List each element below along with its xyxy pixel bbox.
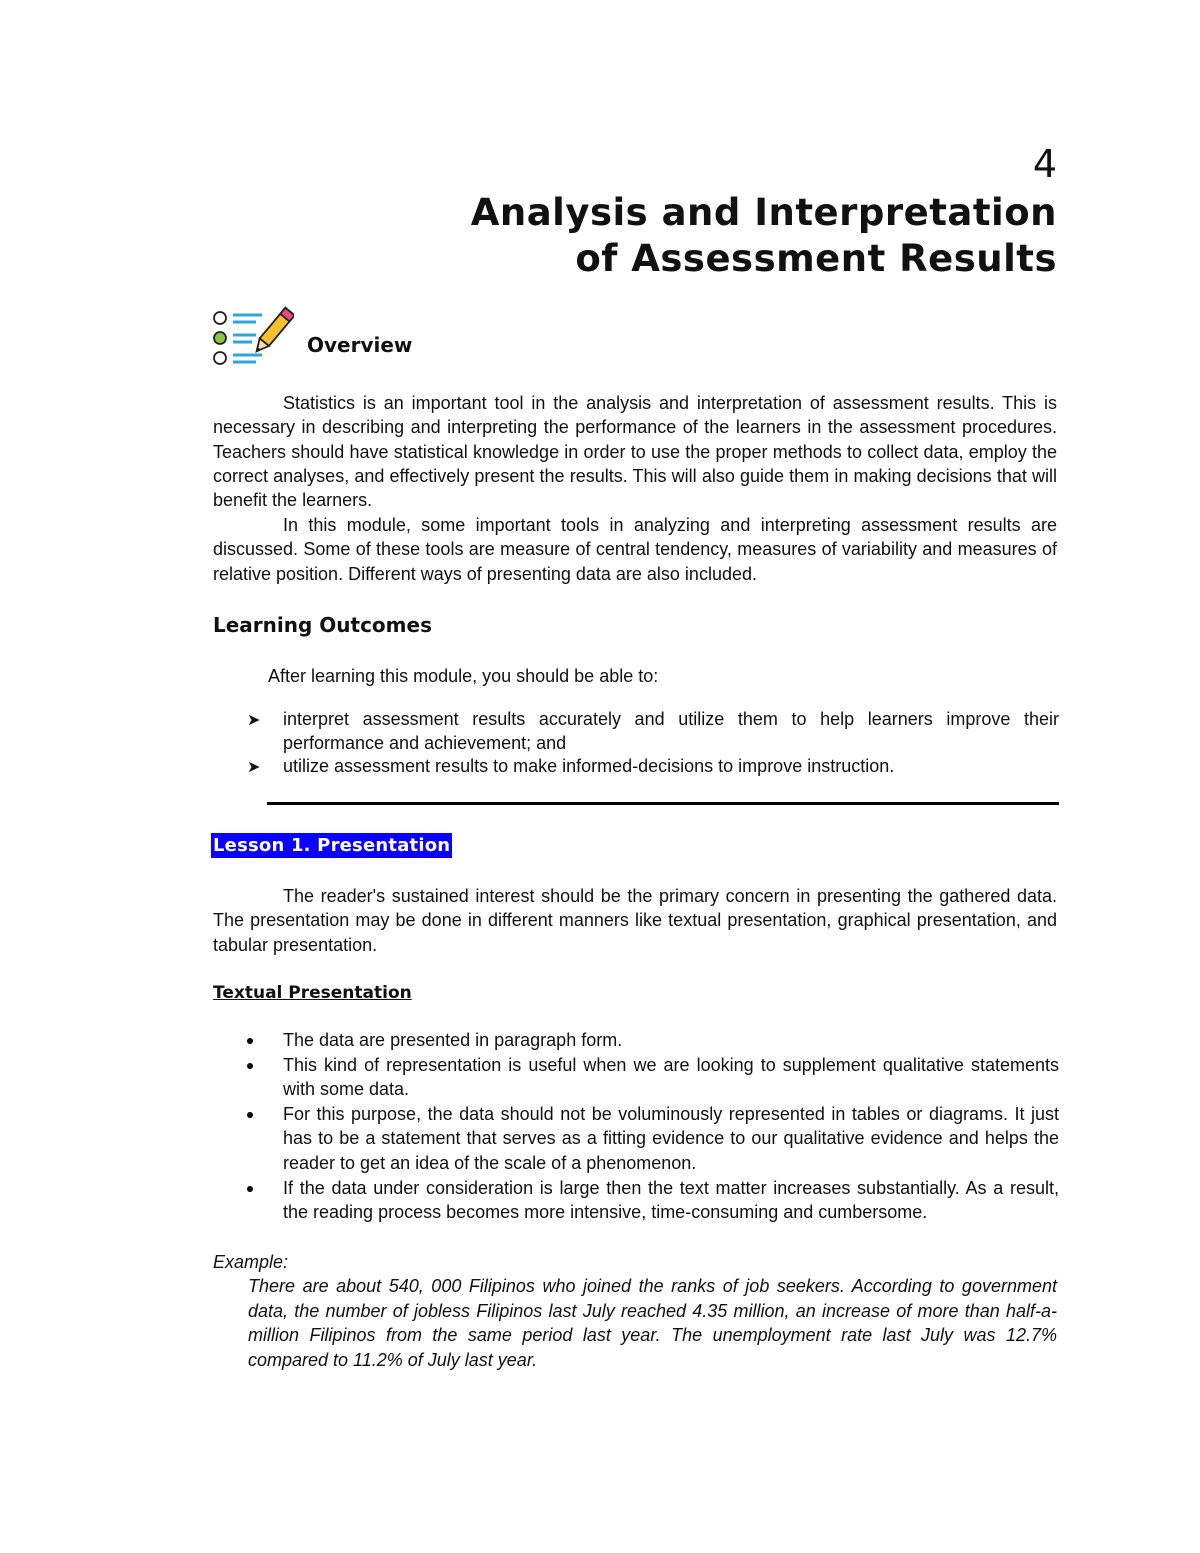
- arrowhead-bullet-icon: ➤: [247, 710, 261, 729]
- outcome-item-text: interpret assessment results accurately and utilize them to help learners improve their performance and achievement; and: [283, 709, 1059, 753]
- bullet-dot-icon: [247, 1038, 253, 1044]
- section-divider: [267, 802, 1059, 805]
- lesson-paragraph: [213, 884, 1057, 957]
- list-item: [247, 1102, 1059, 1176]
- overview-paragraph-2-text: In this module, some important tools in analyzing and interpreting assessment results are discussed. Some of these tools are measure of central tendency, measures of variability and measures of relative position. Different ways of presenting data are also included.: [213, 515, 1057, 584]
- arrowhead-bullet-icon: ➤: [247, 757, 261, 776]
- overview-heading: Overview: [307, 333, 413, 357]
- list-item: [247, 1176, 1059, 1225]
- overview-paragraph-2: [213, 513, 1057, 586]
- bullet-dot-icon: [247, 1186, 253, 1192]
- bullet-dot-icon: [247, 1063, 253, 1069]
- list-item: [247, 755, 1059, 779]
- textual-presentation-heading: Textual Presentation: [213, 983, 412, 1003]
- textual-presentation-list: [247, 1028, 1059, 1225]
- bullet-item-text: This kind of representation is useful when we are looking to supplement qualitative statements with some data.: [283, 1054, 1059, 1100]
- bullet-item-text: The data are presented in paragraph form.: [283, 1030, 623, 1050]
- overview-paragraph-1-text: Statistics is an important tool in the analysis and interpretation of assessment results. This is necessary in describing and interpreting the performance of the learners in the assessment procedures. Teachers should have statistical knowledge in order to use the proper methods to collect data, employ the correct analyses, and effectively present the results. This will also guide them in making decisions that will benefit the learners.: [213, 393, 1057, 511]
- checklist-pencil-icon: [210, 303, 294, 373]
- bullet-dot-icon: [247, 1112, 253, 1118]
- list-item: [247, 708, 1059, 755]
- list-item: [247, 1028, 1059, 1053]
- chapter-title: [471, 190, 1057, 282]
- bullet-item-text: For this purpose, the data should not be voluminously represented in tables or diagrams. It just has to be a statement that serves as a fitting evidence to our qualitative evidence and helps the reader to get an idea of the scale of a phenomenon.: [283, 1103, 1059, 1173]
- outcome-item-text: utilize assessment results to make informed-decisions to improve instruction.: [283, 756, 895, 776]
- chapter-title-line-2: of Assessment Results: [575, 237, 1057, 280]
- example-text: There are about 540, 000 Filipinos who joined the ranks of job seekers. According to government data, the number of jobless Filipinos last July reached 4.35 million, an increase of more than half-a-million Filipinos from the same period last year. The unemployment rate last July was 12.7% compared to 11.2% of July last year.: [248, 1276, 1057, 1370]
- chapter-number: 4: [1032, 142, 1057, 186]
- bullet-item-text: If the data under consideration is large then the text matter increases substantially. As a result, the reading process becomes more intensive, time-consuming and cumbersome.: [283, 1177, 1059, 1223]
- learning-outcomes-heading: Learning Outcomes: [213, 613, 432, 637]
- learning-outcomes-list: [247, 708, 1059, 779]
- example-label: Example:: [213, 1252, 289, 1272]
- chapter-title-line-1: Analysis and Interpretation: [470, 191, 1057, 234]
- overview-paragraph-1: [213, 391, 1057, 512]
- lesson-heading: Lesson 1. Presentation: [213, 835, 451, 856]
- lesson-paragraph-text: The reader's sustained interest should be the primary concern in presenting the gathered data. The presentation may be done in different manners like textual presentation, graphical presentation, and tabular presentation.: [213, 886, 1057, 955]
- learning-outcomes-intro: After learning this module, you should be able to:: [268, 666, 659, 686]
- list-item: [247, 1053, 1059, 1102]
